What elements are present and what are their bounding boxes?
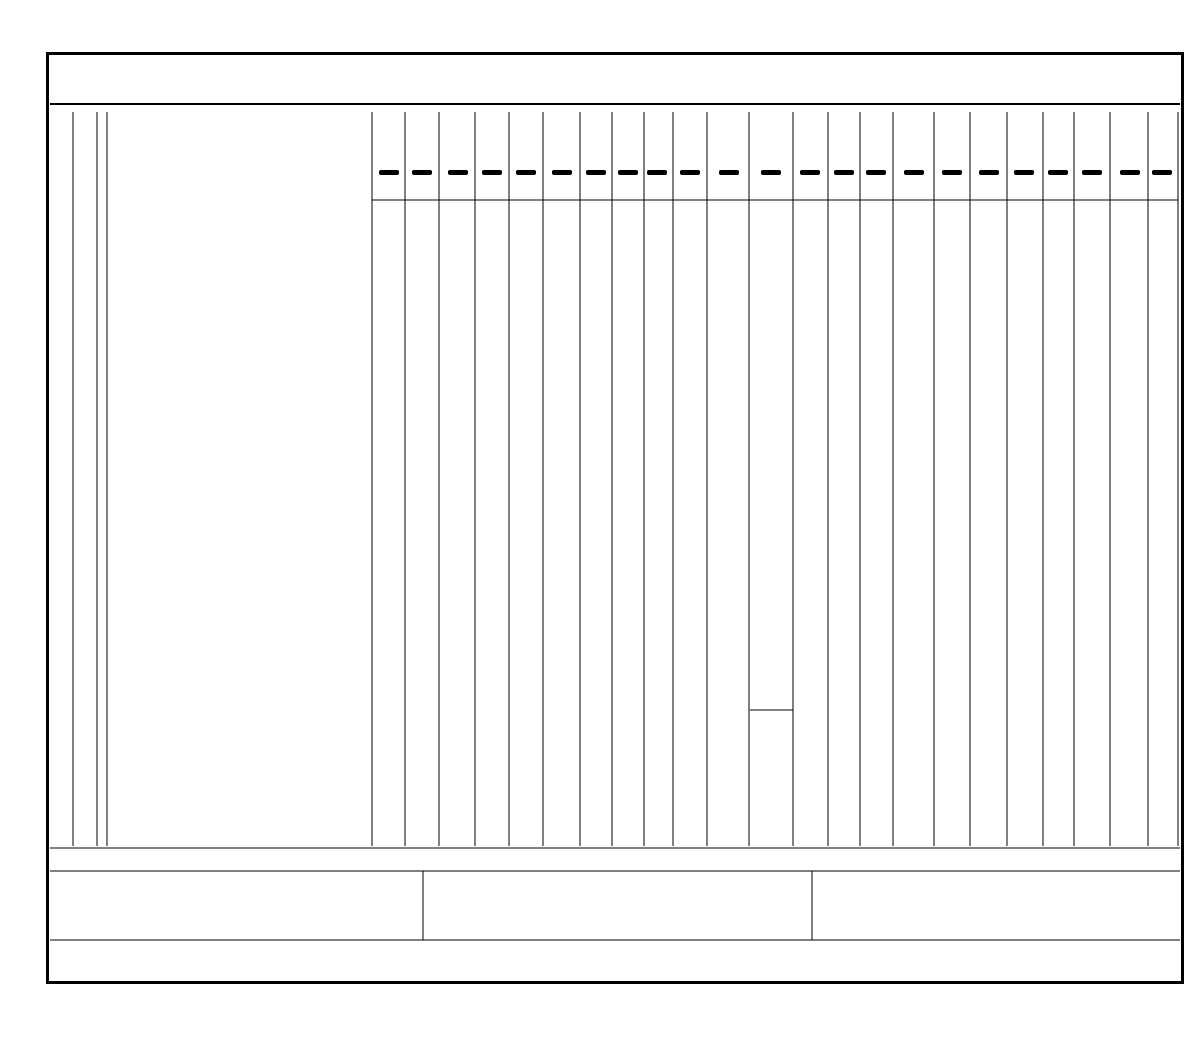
- railcar-icon: [942, 170, 962, 175]
- railcar-icon: [618, 170, 638, 175]
- railcar-icon: [448, 170, 468, 175]
- railcar-icon: [761, 170, 781, 175]
- railcar-icon: [866, 170, 886, 175]
- railcar-icon: [800, 170, 820, 175]
- railcar-icon: [680, 170, 700, 175]
- railcar-icon: [482, 170, 502, 175]
- railcar-icon: [834, 170, 854, 175]
- railcar-icon: [1048, 170, 1068, 175]
- railcar-icon: [586, 170, 606, 175]
- railcar-icon: [1152, 170, 1172, 175]
- railcar-icon: [412, 170, 432, 175]
- railcar-icon: [979, 170, 999, 175]
- railcar-icon: [719, 170, 739, 175]
- railcar-icon: [516, 170, 536, 175]
- railcar-icon: [1120, 170, 1140, 175]
- railcar-icon: [552, 170, 572, 175]
- railcar-icon: [904, 170, 924, 175]
- railcar-icon: [1082, 170, 1102, 175]
- railcar-icon: [647, 170, 667, 175]
- railcar-icon: [1014, 170, 1034, 175]
- railcar-icon: [379, 170, 399, 175]
